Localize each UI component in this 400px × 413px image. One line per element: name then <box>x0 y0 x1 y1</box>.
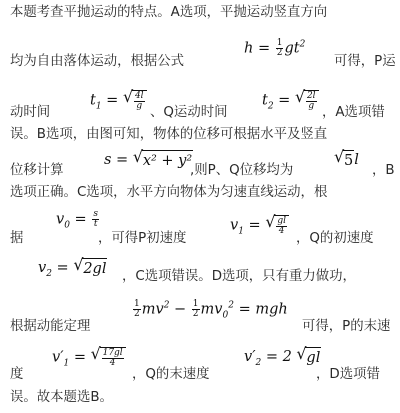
formula-v2: $v_2$ = √ 2gl <box>38 255 107 279</box>
line-7-start: 据 <box>10 231 24 246</box>
line-10-end: ，D选项错 <box>316 367 380 382</box>
line-4: 误。B选项，由图可知，物体的位移可根据水平及竖直 <box>10 127 328 142</box>
line-10-start: 度 <box>10 367 24 382</box>
line-2-start: 均为自由落体运动，根据公式 <box>10 54 185 69</box>
formula-energy: $\frac{1}{2}$ $mv^2$ − $\frac{1}{2}$ $mv_0^2$ = mgh <box>134 299 288 321</box>
formula-t2: $t_2$ = √ $\frac{2l}{g}$ <box>262 90 319 111</box>
line-8: ，C选项错误。D选项，只有重力做功， <box>122 269 356 284</box>
line-11: 误。故本题选B。 <box>10 390 113 405</box>
line-6: 选项正确。C选项，水平方向物体为匀速直线运动，根 <box>10 185 328 200</box>
formula-displacement: √ 5l <box>334 147 359 169</box>
line-7-mid: ，可得P初速度 <box>98 231 187 246</box>
formula-s: s = √ x² + y² <box>104 147 193 169</box>
formula-v2-prime: $v'_2 = 2$ √ gl <box>244 344 321 368</box>
line-3-mid: 、Q运动时间 <box>150 105 228 120</box>
line-7-end: ，Q的初速度 <box>296 231 374 246</box>
line-3-end: ，A选项错 <box>322 105 385 120</box>
line-5-mid: ,则P、Q位移均为 <box>190 163 294 178</box>
formula-h: h = $\frac{1}{2}$ $gt^2$ <box>244 38 306 58</box>
line-10-mid: ，Q的末速度 <box>132 367 210 382</box>
line-2-end: 可得，P运 <box>334 54 396 69</box>
line-5-start: 位移计算 <box>10 163 64 178</box>
line-9-end: 可得，P的末速 <box>302 319 391 334</box>
line-5-end: ，B <box>372 163 395 178</box>
line-3-start: 动时间 <box>10 105 51 120</box>
line-1: 本题考查平抛运动的特点。A选项，平抛运动竖直方向 <box>10 5 328 20</box>
formula-v0: $v_0$ = $\frac{s}{t}$ <box>56 209 98 231</box>
line-9-start: 根据动能定理 <box>10 319 91 334</box>
formula-v1: $v_1$ = √ $\frac{gl}{4}$ <box>230 215 289 236</box>
formula-v1-prime: $v'_1$ = √ $\frac{17gl}{4}$ <box>52 347 126 368</box>
formula-t1: $t_1$ = √ $\frac{4l}{g}$ <box>90 90 147 111</box>
